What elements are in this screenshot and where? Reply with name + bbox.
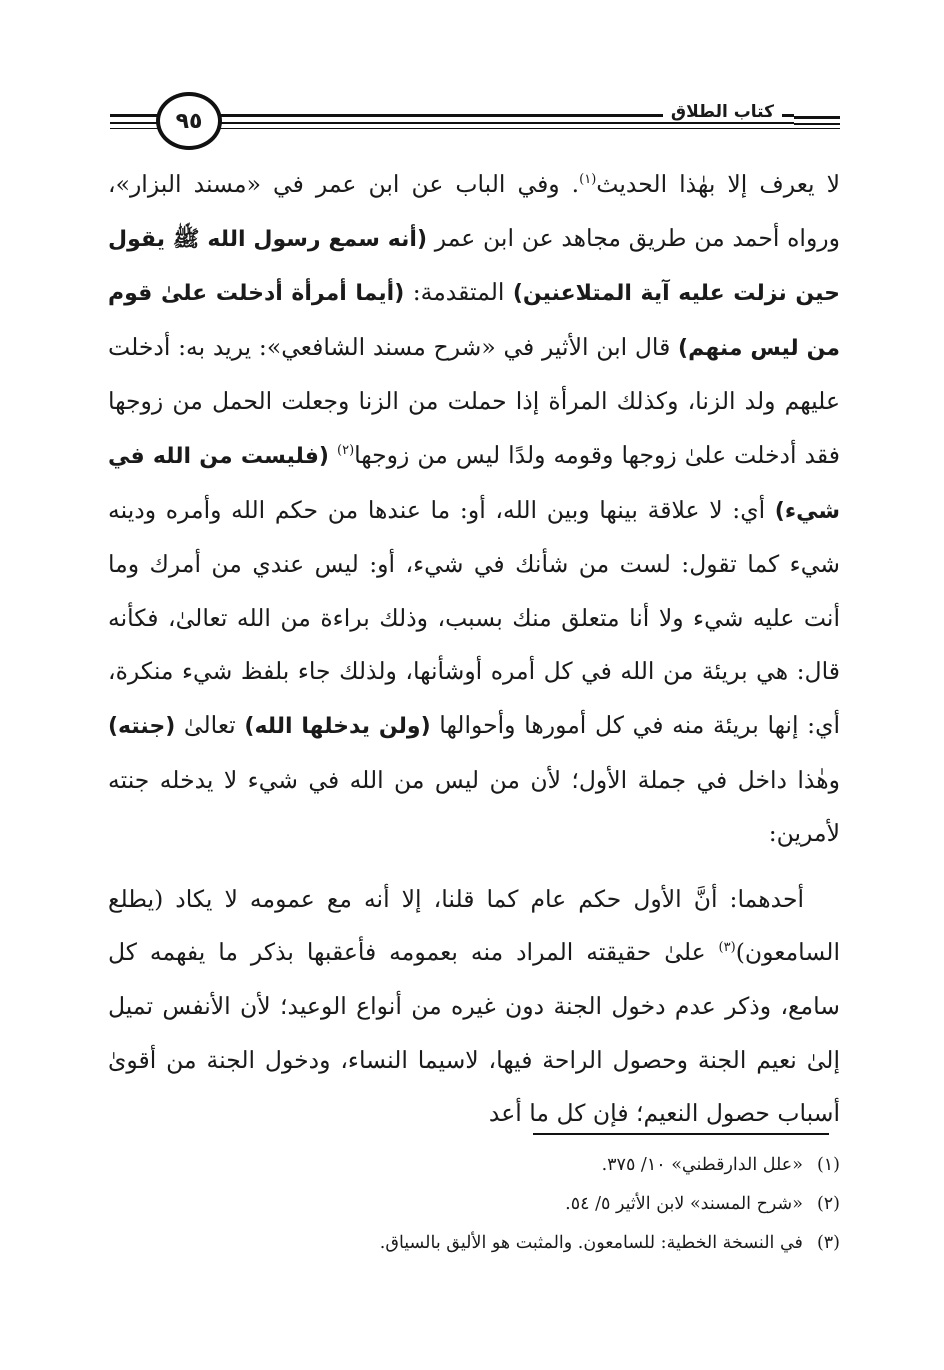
footnote: [108, 1146, 840, 1185]
page-number-badge: [156, 92, 222, 150]
text-run: أحدهما: أنَّ الأول حكم عام كما قلنا، إلا أنه مع عمومه لا يكاد (يطلع السامعون): [108, 884, 840, 967]
paragraph: [108, 158, 840, 861]
footnotes: [108, 1146, 840, 1263]
hadith-quote: (ولن يدخلها الله): [244, 713, 431, 739]
text-run: . وفي الباب عن ابن عمر في «مسند البزار»، ورواه أحمد من طريق مجاهد عن ابن عمر: [108, 170, 841, 252]
footnote-marker: (٣): [718, 940, 736, 956]
page-number: ٩٥: [175, 108, 203, 134]
footnote-text: في النسخة الخطية: للسامعون. والمثبت هو الأليق بالسياق.: [379, 1233, 803, 1253]
footnote-marker: (٢): [337, 443, 355, 459]
hadith-quote: (فليست من الله في شيء): [108, 443, 840, 524]
text-run: علىٰ حقيقته المراد منه بعمومه فأعقبها بذكر ما يفهمه كل سامع، وذكر عدم دخول الجنة دون غيره من أنواع الوعيد؛ لأن الأنفس تميل إلىٰ نعيم الجنة وحصول الراحة فيها، لاسيما النساء، ودخول الجنة من أقوىٰ أسباب حصول النعيم؛ فإن كل ما أعد: [108, 938, 840, 1128]
footnote-text: «شرح المسند» لابن الأثير ٥/ ٥٤.: [565, 1194, 803, 1214]
text-run: تعالىٰ: [175, 710, 245, 739]
footnote: [108, 1224, 840, 1263]
footnote: [108, 1185, 840, 1224]
hadith-quote: (جنته): [108, 713, 176, 739]
paragraph: [108, 873, 840, 1141]
footnote-number: (٢): [816, 1194, 840, 1214]
text-run: وهٰذا داخل في جملة الأول؛ لأن من ليس من الله في شيء لا يدخله جنته لأمرين:: [108, 765, 840, 848]
text-run: المتقدمة:: [404, 278, 513, 307]
text-run: لا يعرف إلا بهٰذا الحديث: [596, 170, 841, 198]
text-run: أي: لا علاقة بينها وبين الله، أو: ما عندها من حكم الله وأمره ودينه شيء كما تقول: لست من شأنك في شيء، أو: ليس عندي من أمرك وما أنت عليه شيء ولا أنا متعلق منك بسبب، وذلك براءة من الله تعالىٰ، فكأنه قال: هي بريئة من الله في كل أمره أوشأنها، ولذلك جاء بلفظ شيء منكرة، أي: إنها بريئة منه في كل أمورها وأحوالها: [108, 495, 840, 739]
header-ornament: [794, 110, 840, 128]
hadith-quote: (أنه سمع رسول الله ﷺ يقول حين نزلت عليه آية المتلاعنين): [108, 226, 840, 307]
hadith-quote: (أيما أمرأة أدخلت علىٰ قوم من ليس منهم): [108, 281, 840, 361]
footnote-text: «علل الدارقطني» ١٠/ ٣٧٥.: [601, 1155, 803, 1175]
text-run: [329, 441, 337, 469]
text-run: قال ابن الأثير في «شرح مسند الشافعي»: يريد به: أدخلت عليهم ولد الزنا، وكذلك المرأة إذا حملت من الزنا وجعلت الحمل من زوجها فقد أدخلت علىٰ زوجها وقومه ولدًا ليس من زوجها: [108, 332, 840, 469]
footnote-marker: (١): [579, 172, 597, 188]
main-text: [108, 158, 840, 1141]
footnote-number: (٣): [816, 1233, 840, 1253]
footnote-number: (١): [816, 1155, 840, 1175]
running-header: [110, 92, 840, 150]
chapter-title: كتاب الطلاق: [663, 102, 782, 122]
footnote-separator: [533, 1133, 829, 1135]
